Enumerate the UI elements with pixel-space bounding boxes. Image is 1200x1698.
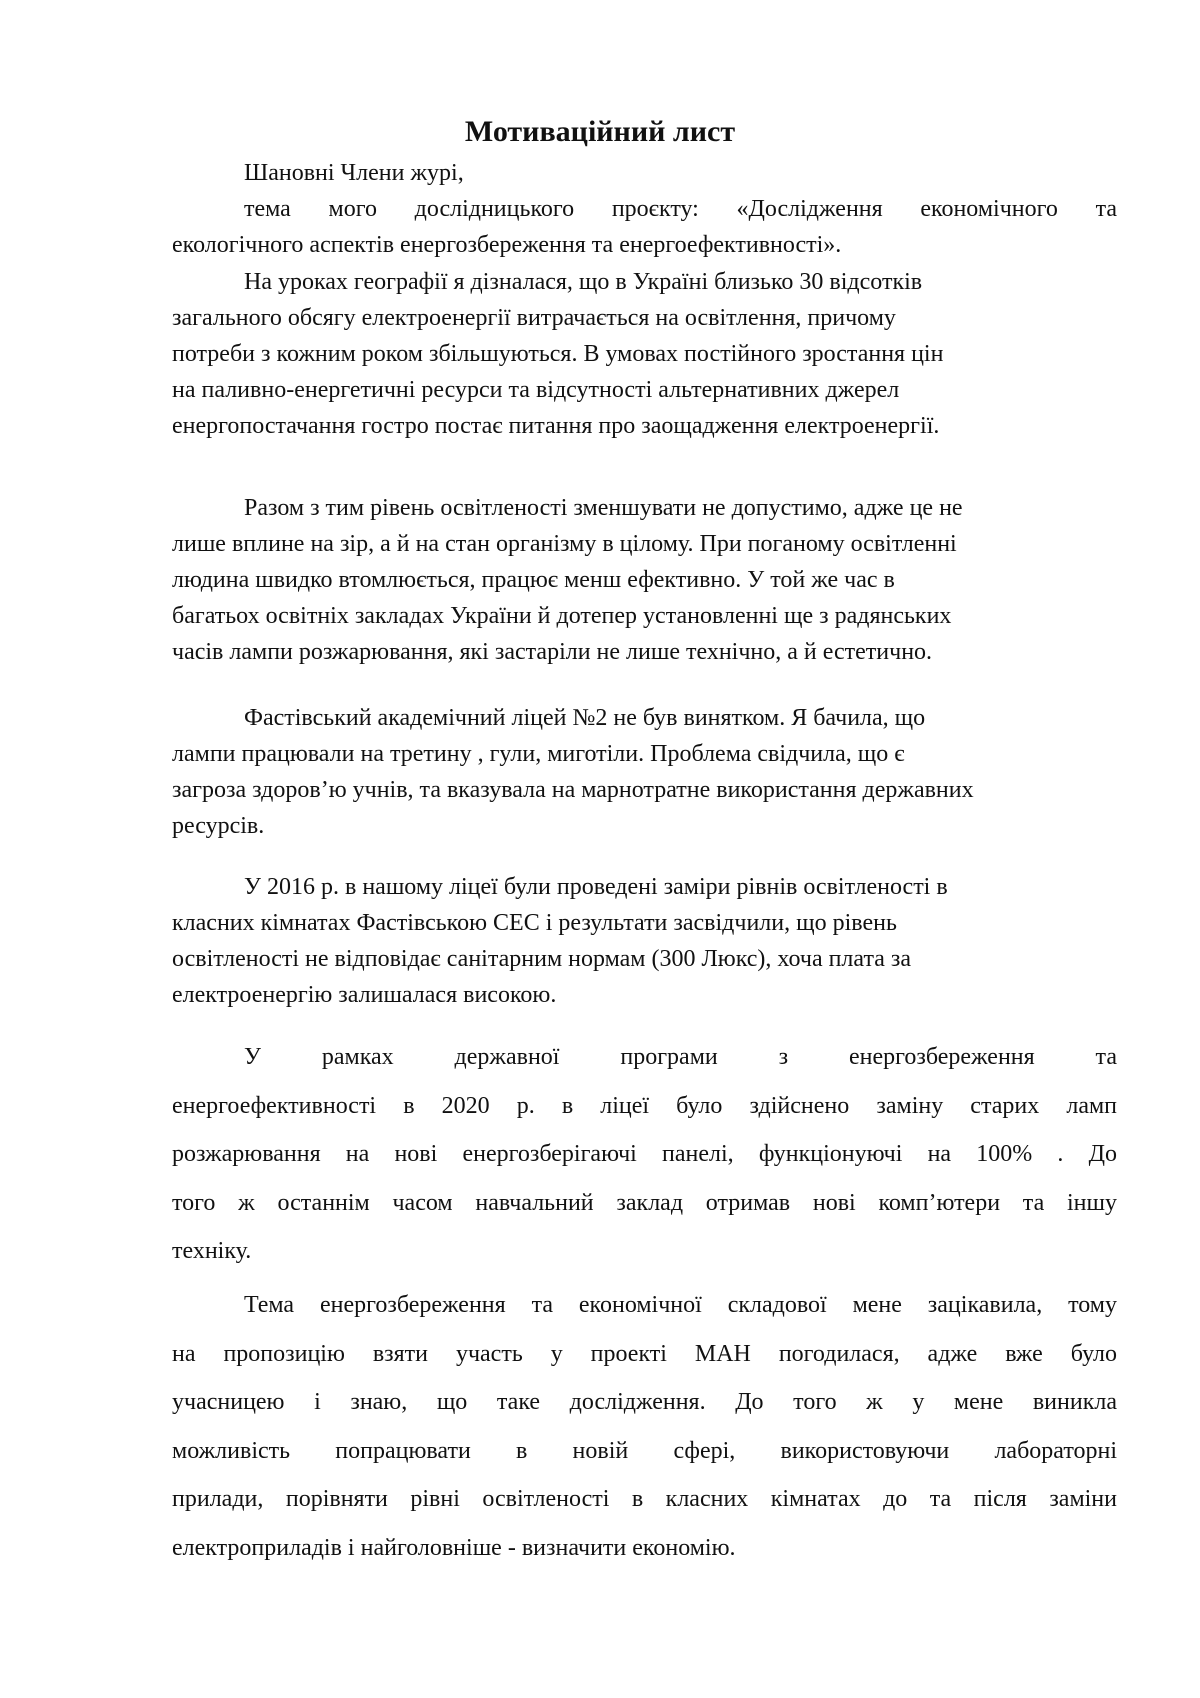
- paragraph-line: людина швидко втомлюється, працює менш ефективно. У той же час в: [172, 567, 895, 593]
- paragraph-line: на пропозицію взяти участь у проекті МАН погодилася, адже вже було: [172, 1340, 1117, 1367]
- greeting: [172, 155, 1117, 191]
- paragraph-lyceum: [172, 700, 1117, 844]
- letter-title: Мотиваційний лист: [464, 115, 736, 148]
- paragraph-line: можливість попрацювати в новій сфері, використовуючи лабораторні: [172, 1437, 1117, 1464]
- paragraph-geography: [172, 264, 1117, 444]
- paragraph-line: класних кімнатах Фастівською СЕС і результати засвідчили, що рівень: [172, 910, 897, 936]
- paragraph-line: електроенергію залишалася високою.: [172, 982, 557, 1008]
- paragraph-line: загроза здоров’ю учнів, та вказувала на марнотратне використання державних: [172, 777, 974, 803]
- paragraph-line: освітленості не відповідає санітарним нормам (300 Люкс), хоча плата за: [172, 946, 912, 972]
- paragraph-line: учасницею і знаю, що таке дослідження. До того ж у мене виникла: [172, 1389, 1117, 1415]
- paragraph-line: ресурсів.: [172, 813, 265, 839]
- paragraph-line: того ж останнім часом навчальний заклад отримав нові комп’ютери та іншу: [172, 1189, 1117, 1216]
- topic-paragraph: [172, 191, 1117, 263]
- paragraph-program: [172, 1033, 1117, 1276]
- paragraph-line: розжарювання на нові енергозберігаючі панелі, функціонуючі на 100% . До: [172, 1141, 1117, 1167]
- paragraph-motivation: [172, 1281, 1117, 1572]
- paragraph-measurements: [172, 869, 1117, 1013]
- paragraph-line: лише вплине на зір, а й на стан організму в цілому. При поганому освітленні: [172, 531, 957, 557]
- paragraph-line: загального обсягу електроенергії витрачається на освітлення, причому: [172, 305, 896, 331]
- paragraph-line: Тема енергозбереження та економічної складової мене зацікавила, тому: [244, 1292, 1117, 1318]
- paragraph-line: екологічного аспектів енергозбереження та енергоефективності».: [172, 232, 842, 258]
- paragraph-line: прилади, порівняти рівні освітленості в класних кімнатах до та після заміни: [172, 1486, 1117, 1512]
- paragraph-line: Разом з тим рівень освітленості зменшувати не допустимо, адже це не: [244, 495, 963, 521]
- paragraph-line: Фастівський академічний ліцей №2 не був винятком. Я бачила, що: [244, 705, 926, 731]
- paragraph-line: У 2016 р. в нашому ліцеї були проведені заміри рівнів освітленості в: [244, 874, 948, 900]
- paragraph-line: У рамках державної програми з енергозбереження та: [244, 1044, 1117, 1070]
- paragraph-line: багатьох освітніх закладах України й дотепер установленні ще з радянських: [172, 603, 952, 629]
- paragraph-line: на паливно-енергетичні ресурси та відсутності альтернативних джерел: [172, 377, 900, 403]
- paragraph-line: потреби з кожним роком збільшуються. В умовах постійного зростання цін: [172, 341, 944, 367]
- paragraph-line: На уроках географії я дізналася, що в Україні близько 30 відсотків: [244, 269, 923, 295]
- paragraph-line: лампи працювали на третину , гули, миготіли. Проблема свідчила, що є: [172, 741, 905, 767]
- paragraph-line: техніку.: [172, 1238, 252, 1264]
- paragraph-lighting: [172, 490, 1117, 670]
- paragraph-line: часів лампи розжарювання, які застаріли не лише технічно, а й естетично.: [172, 639, 933, 665]
- paragraph-line: енергоефективності в 2020 р. в ліцеї було здійснено заміну старих ламп: [172, 1092, 1117, 1119]
- greeting-line: Шановні Члени журі,: [244, 160, 464, 186]
- paragraph-line: електроприладів і найголовніше - визначити економію.: [172, 1534, 736, 1561]
- paragraph-line: енергопостачання гостро постає питання про заощадження електроенергії.: [172, 413, 940, 439]
- paragraph-line: тема мого дослідницького проєкту: «Дослідження економічного та: [244, 196, 1117, 222]
